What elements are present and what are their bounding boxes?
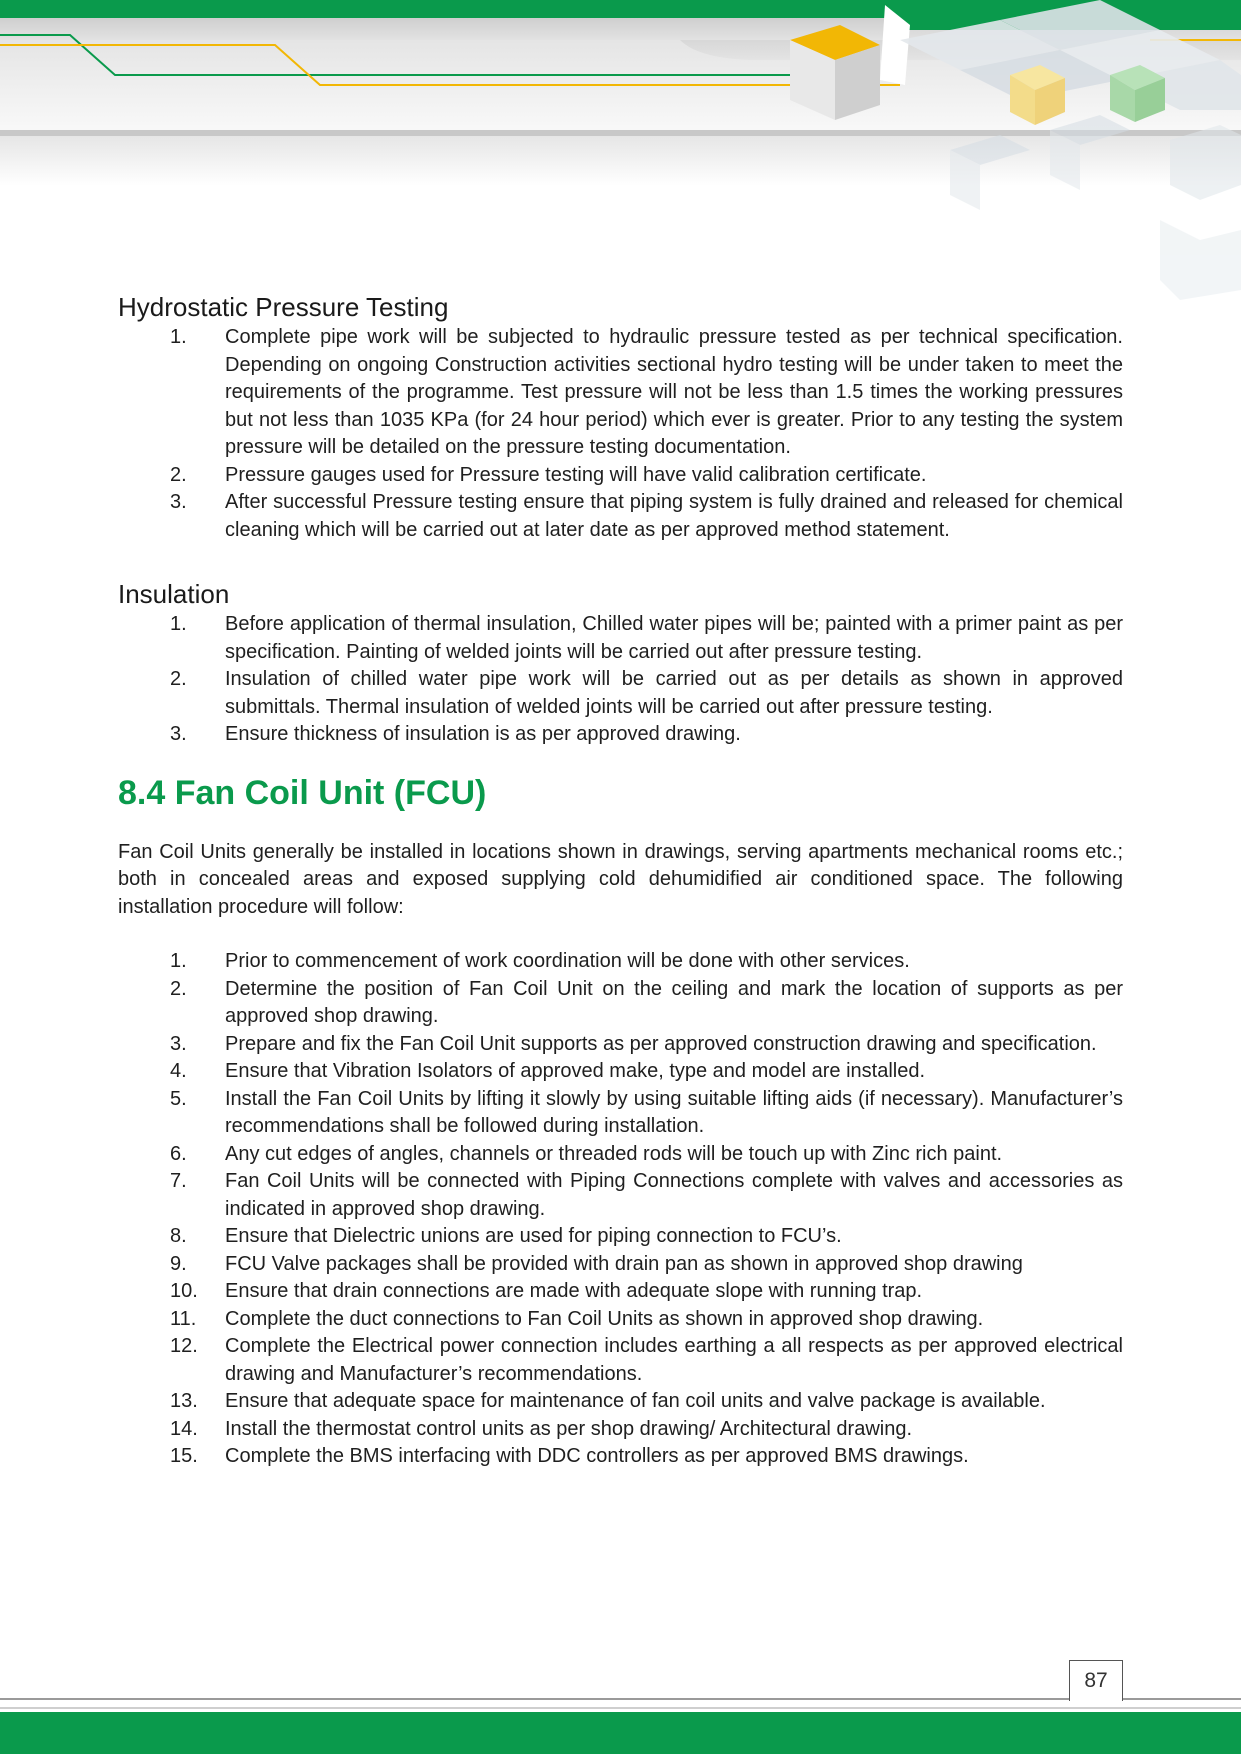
- list-text: Complete pipe work will be subjected to hydraulic pressure tested as per technical specification. Depending on ongoing Construction activities sectional hydro testing will be under taken to meet the requirements of the programme. Test pressure will not be less than 1.5 times the working pressures but not less than 1035 KPa (for 24 hour period) which ever is greater. Prior to any testing the system pressure will be detailed on the pressure testing documentation.: [225, 326, 1123, 458]
- fcu-section-heading: 8.4 Fan Coil Unit (FCU): [118, 773, 487, 812]
- header-decoration: [0, 0, 1241, 310]
- list-text: Ensure that drain connections are made with adequate slope with running trap.: [225, 1280, 923, 1302]
- list-item: [118, 1278, 1123, 1306]
- list-text: Ensure that adequate space for maintenance of fan coil units and valve package is available.: [225, 1390, 1046, 1412]
- hydrostatic-list: [118, 324, 1123, 544]
- list-number: 7.: [170, 1170, 187, 1192]
- list-text: Ensure thickness of insulation is as per approved drawing.: [225, 723, 741, 745]
- list-item: [118, 1388, 1123, 1416]
- list-number: 3.: [170, 723, 187, 745]
- list-item: [118, 1416, 1123, 1444]
- fcu-procedure-list: [118, 948, 1123, 1471]
- list-text: Insulation of chilled water pipe work will be carried out as per details as shown in approved submittals. Thermal insulation of welded joints will be carried out after pressure testing.: [225, 668, 1123, 718]
- list-item: [118, 721, 1123, 749]
- list-number: 4.: [170, 1060, 187, 1082]
- list-text: Prior to commencement of work coordination will be done with other services.: [225, 950, 910, 972]
- list-item: [118, 976, 1123, 1031]
- list-text: After successful Pressure testing ensure that piping system is fully drained and released for chemical cleaning which will be carried out at later date as per approved method statement.: [225, 491, 1123, 541]
- list-text: Install the Fan Coil Units by lifting it slowly by using suitable lifting aids (if necessary). Manufacturer’s recommendations shall be followed during installation.: [225, 1087, 1123, 1137]
- list-number: 11.: [170, 1307, 197, 1330]
- list-number: 5.: [170, 1087, 187, 1110]
- list-item: [118, 1333, 1123, 1388]
- hydrostatic-heading: Hydrostatic Pressure Testing: [118, 292, 449, 322]
- list-number: 8.: [170, 1225, 187, 1247]
- list-number: 15.: [170, 1445, 198, 1467]
- list-number: 6.: [170, 1142, 187, 1165]
- list-number: 14.: [170, 1417, 198, 1440]
- list-number: 2.: [170, 668, 187, 690]
- list-number: 1.: [170, 950, 187, 972]
- list-text: Complete the BMS interfacing with DDC controllers as per approved BMS drawings.: [225, 1445, 969, 1467]
- list-text: Pressure gauges used for Pressure testing will have valid calibration certificate.: [225, 463, 927, 486]
- list-text: Install the thermostat control units as per shop drawing/ Architectural drawing.: [225, 1417, 913, 1440]
- fcu-intro-paragraph: Fan Coil Units generally be installed in locations shown in drawings, serving apartments mechanical rooms etc.; both in concealed areas and exposed supplying cold dehumidified air conditioned space. The following installation procedure will follow:: [118, 840, 1123, 918]
- page-number: 87: [1069, 1660, 1123, 1701]
- list-text: Any cut edges of angles, channels or threaded rods will be touch up with Zinc rich paint.: [225, 1142, 1003, 1165]
- list-item: [118, 666, 1123, 721]
- page-content: [118, 290, 1123, 1471]
- list-number: 2.: [170, 463, 187, 486]
- list-number: 2.: [170, 977, 187, 1000]
- list-text: Fan Coil Units will be connected with Piping Connections complete with valves and accessories as indicated in approved shop drawing.: [225, 1170, 1123, 1220]
- list-item: [118, 1306, 1123, 1334]
- list-text: Prepare and fix the Fan Coil Unit supports as per approved construction drawing and specification.: [225, 1032, 1097, 1055]
- list-text: Before application of thermal insulation, Chilled water pipes will be; painted with a primer paint as per specification. Painting of welded joints will be carried out after pressure testing.: [225, 613, 1123, 663]
- list-number: 3.: [170, 1032, 187, 1055]
- list-item: [118, 1086, 1123, 1141]
- list-text: Complete the Electrical power connection includes earthing a all respects as per approved electrical drawing and Manufacturer’s recommendations.: [225, 1335, 1123, 1385]
- list-number: 3.: [170, 491, 187, 513]
- list-item: [118, 1251, 1123, 1279]
- list-text: FCU Valve packages shall be provided with drain pan as shown in approved shop drawing: [225, 1252, 1023, 1275]
- list-text: Ensure that Vibration Isolators of approved make, type and model are installed.: [225, 1060, 926, 1082]
- insulation-heading: Insulation: [118, 579, 230, 609]
- list-item: [118, 611, 1123, 666]
- list-item: [118, 1141, 1123, 1169]
- list-item: [118, 1443, 1123, 1471]
- list-number: 1.: [170, 613, 187, 635]
- list-number: 10.: [170, 1280, 198, 1302]
- list-text: Complete the duct connections to Fan Coil Units as shown in approved shop drawing.: [225, 1307, 984, 1330]
- list-text: Determine the position of Fan Coil Unit on the ceiling and mark the location of supports as per approved shop drawing.: [225, 977, 1123, 1027]
- list-text: Ensure that Dielectric unions are used for piping connection to FCU’s.: [225, 1225, 842, 1247]
- list-item: [118, 1168, 1123, 1223]
- list-item: [118, 489, 1123, 544]
- list-item: [118, 1031, 1123, 1059]
- list-item: [118, 1058, 1123, 1086]
- list-item: [118, 1223, 1123, 1251]
- list-number: 9.: [170, 1252, 187, 1275]
- list-item: [118, 324, 1123, 462]
- list-item: [118, 462, 1123, 490]
- list-number: 13.: [170, 1390, 198, 1412]
- list-number: 12.: [170, 1335, 198, 1357]
- list-number: 1.: [170, 326, 187, 348]
- insulation-list: [118, 611, 1123, 749]
- footer-decoration: [0, 1650, 1241, 1754]
- list-item: [118, 948, 1123, 976]
